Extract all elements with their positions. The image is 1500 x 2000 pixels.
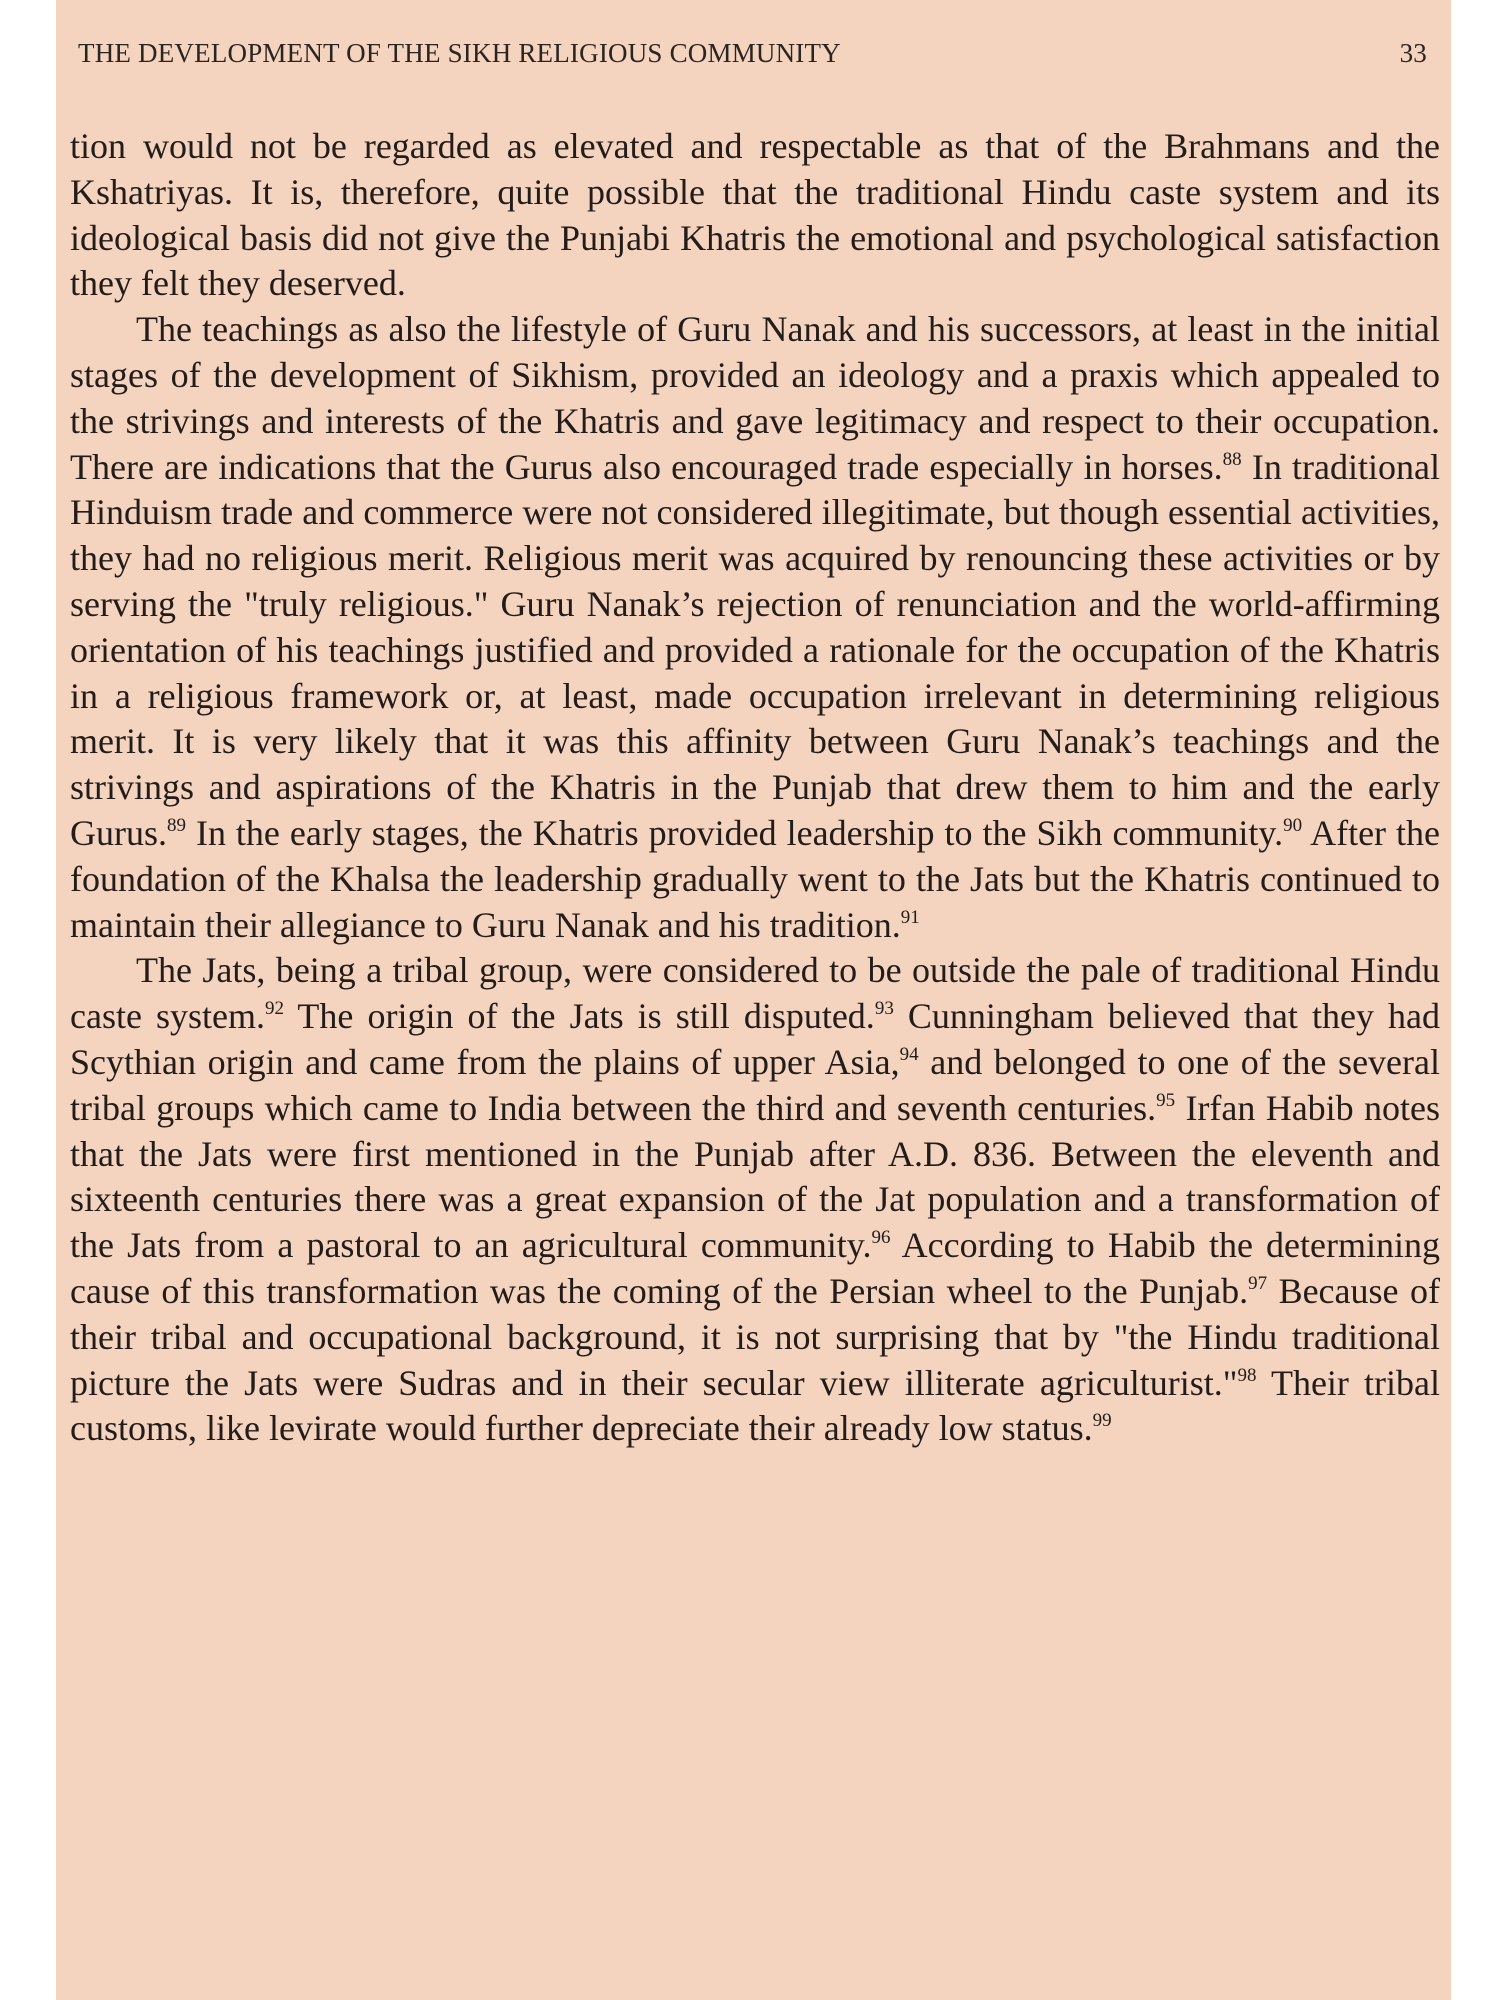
book-page [56,0,1451,2000]
paragraph [70,124,1440,307]
text-run: and belonged to one of the several tribal groups which came to India between the third and seventh centuries. [70,1041,1440,1128]
running-header [78,38,1427,76]
footnote-marker: 97 [1248,1272,1268,1294]
footnote-marker: 92 [265,997,285,1019]
running-title: THE DEVELOPMENT OF THE SIKH RELIGIOUS COMMUNITY [78,38,841,68]
footnote-marker: 88 [1222,448,1242,470]
text-run: After the foundation of the Khalsa the leadership gradually went to the Jats but the Khatris continued to maintain their allegiance to Guru Nanak and his tradition. [70,812,1440,945]
footnote-marker: 99 [1092,1410,1112,1432]
body-text [70,124,1440,1452]
footnote-marker: 96 [871,1226,891,1248]
footnote-marker: 93 [874,997,894,1019]
text-run: Irfan Habib notes that the Jats were first mentioned in the Punjab after A.D. 836. Between the eleventh and sixteenth centuries there was a great expansion of the Jat population and a transformation of the Jats from a pastoral to an agricultural community. [70,1087,1440,1266]
text-run: tion would not be regarded as elevated and respectable as that of the Brahmans and the Kshatriyas. It is, therefore, quite possible that the traditional Hindu caste system and its ideological basis did not give the Punjabi Khatris the emotional and psychological satisfaction they felt they deserved. [70,126,1440,304]
footnote-marker: 91 [900,906,920,928]
footnote-marker: 98 [1237,1364,1257,1386]
text-run: Their tribal customs, like levirate would further depreciate their already low status. [70,1362,1440,1449]
text-run: Because of their tribal and occupational background, it is not surprising that by "the Hindu traditional picture the Jats were Sudras and in their secular view illiterate agriculturist." [70,1270,1440,1403]
text-run: The Jats, being a tribal group, were considered to be outside the pale of traditional Hindu caste system. [70,950,1440,1037]
text-run: Cunningham believed that they had Scythian origin and came from the plains of upper Asia, [70,996,1440,1082]
text-run: In the early stages, the Khatris provided leadership to the Sikh community. [186,812,1284,853]
footnote-marker: 89 [167,814,186,836]
footnote-marker: 95 [1156,1089,1176,1111]
text-run: In traditional Hinduism trade and commerce were not considered illegitimate, but though essential activities, they had no religious merit. Religious merit was acquired by renouncing these activities or by serving the "truly religious." Guru Nanak’s rejection of renunciation and the world-affirming orientation of his teachings justified and provided a rationale for the occupation of the Khatris in a religious framework or, at least, made occupation irrelevant in determining religious merit. It is very likely that it was this affinity between Guru Nanak’s teachings and the strivings and aspirations of the Khatris in the Punjab that drew them to him and the early Gurus. [70,446,1440,853]
paragraph [70,307,1440,948]
page-number: 33 [1399,38,1427,68]
footnote-marker: 94 [899,1043,919,1065]
text-run: The origin of the Jats is still disputed. [284,996,875,1037]
paragraph [70,948,1440,1452]
text-run: The teachings as also the lifestyle of Guru Nanak and his successors, at least in the initial stages of the development of Sikhism, provided an ideology and a praxis which appealed to the strivings and interests of the Khatris and gave legitimacy and respect to their occupation. There are indications that the Gurus also encouraged trade especially in horses. [70,309,1440,487]
footnote-marker: 90 [1283,814,1303,836]
text-run: According to Habib the determining cause of this transformation was the coming of the Persian wheel to the Punjab. [70,1225,1441,1311]
